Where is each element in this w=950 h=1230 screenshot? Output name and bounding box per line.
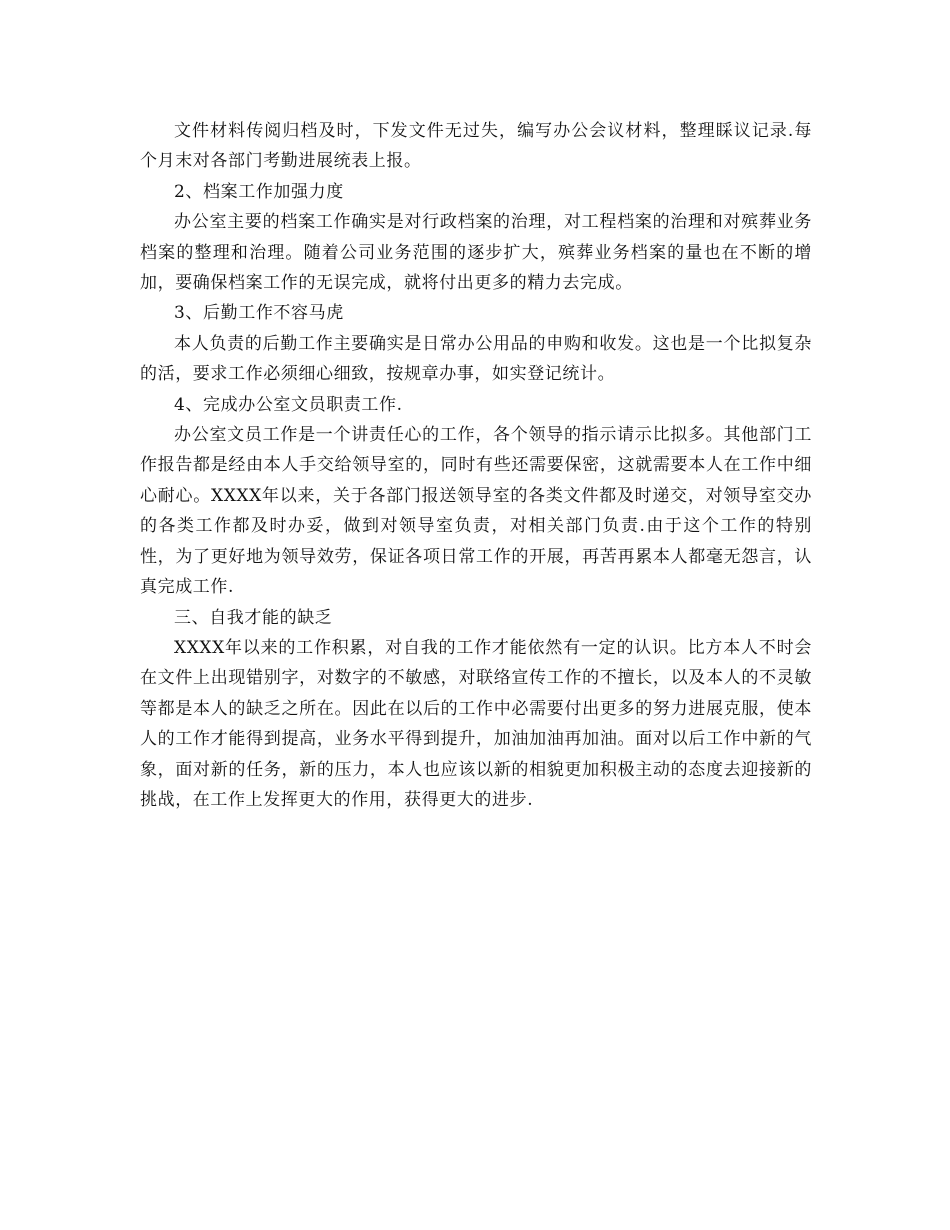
paragraph-clerk-duties: 办公室文员工作是一个讲责任心的工作，各个领导的指示请示比拟多。其他部门工作报告都是经由本人手交给领导室的，同时有些还需要保密，这就需要本人在工作中细心耐心。XXXX年以来，关于各部门报送领导室的各类文件都及时递交，对领导室交办的各类工作都及时办妥，做到对领导室负责，对相关部门负责.由于这个工作的特别性，为了更好地为领导效劳，保证各项日常工作的开展，再苦再累本人都毫无怨言，认真完成工作. bbox=[140, 425, 812, 598]
paragraph-shortcomings: XXXX年以来的工作积累，对自我的工作才能依然有一定的认识。比方本人不时会在文件上出现错别字，对数字的不敏感，对联络宣传工作的不擅长，以及本人的不灵敏等都是本人的缺乏之所在。因此在以后的工作中必需要付出更多的努力进展克服，使本人的工作才能得到提高，业务水平得到提升，加油加油再加油。面对以后工作中新的气象，面对新的任务，新的压力，本人也应该以新的相貌更加积极主动的态度去迎接新的挑战，在工作上发挥更大的作用，获得更大的进步. bbox=[140, 637, 812, 810]
heading-logistics-work: 3、后勤工作不容马虎 bbox=[174, 303, 344, 324]
document-body bbox=[140, 116, 812, 815]
paragraph-archives-work: 办公室主要的档案工作确实是对行政档案的治理，对工程档案的治理和对殡葬业务档案的整理和治理。随着公司业务范围的逐步扩大，殡葬业务档案的量也在不断的增加，要确保档案工作的无误完成，就将付出更多的精力去完成。 bbox=[140, 212, 812, 294]
heading-clerk-duties: 4、完成办公室文员职责工作. bbox=[174, 394, 403, 415]
paragraph-file-materials: 文件材料传阅归档及时，下发文件无过失，编写办公会议材料，整理睬议记录.每个月末对各部门考勤进展统表上报。 bbox=[140, 121, 812, 172]
heading-shortcomings: 三、自我才能的缺乏 bbox=[174, 607, 333, 628]
paragraph-logistics-work: 本人负责的后勤工作主要确实是日常办公用品的申购和收发。这也是一个比拟复杂的活，要求工作必须细心细致，按规章办事，如实登记统计。 bbox=[140, 333, 812, 385]
heading-archives-work: 2、档案工作加强力度 bbox=[174, 181, 344, 202]
